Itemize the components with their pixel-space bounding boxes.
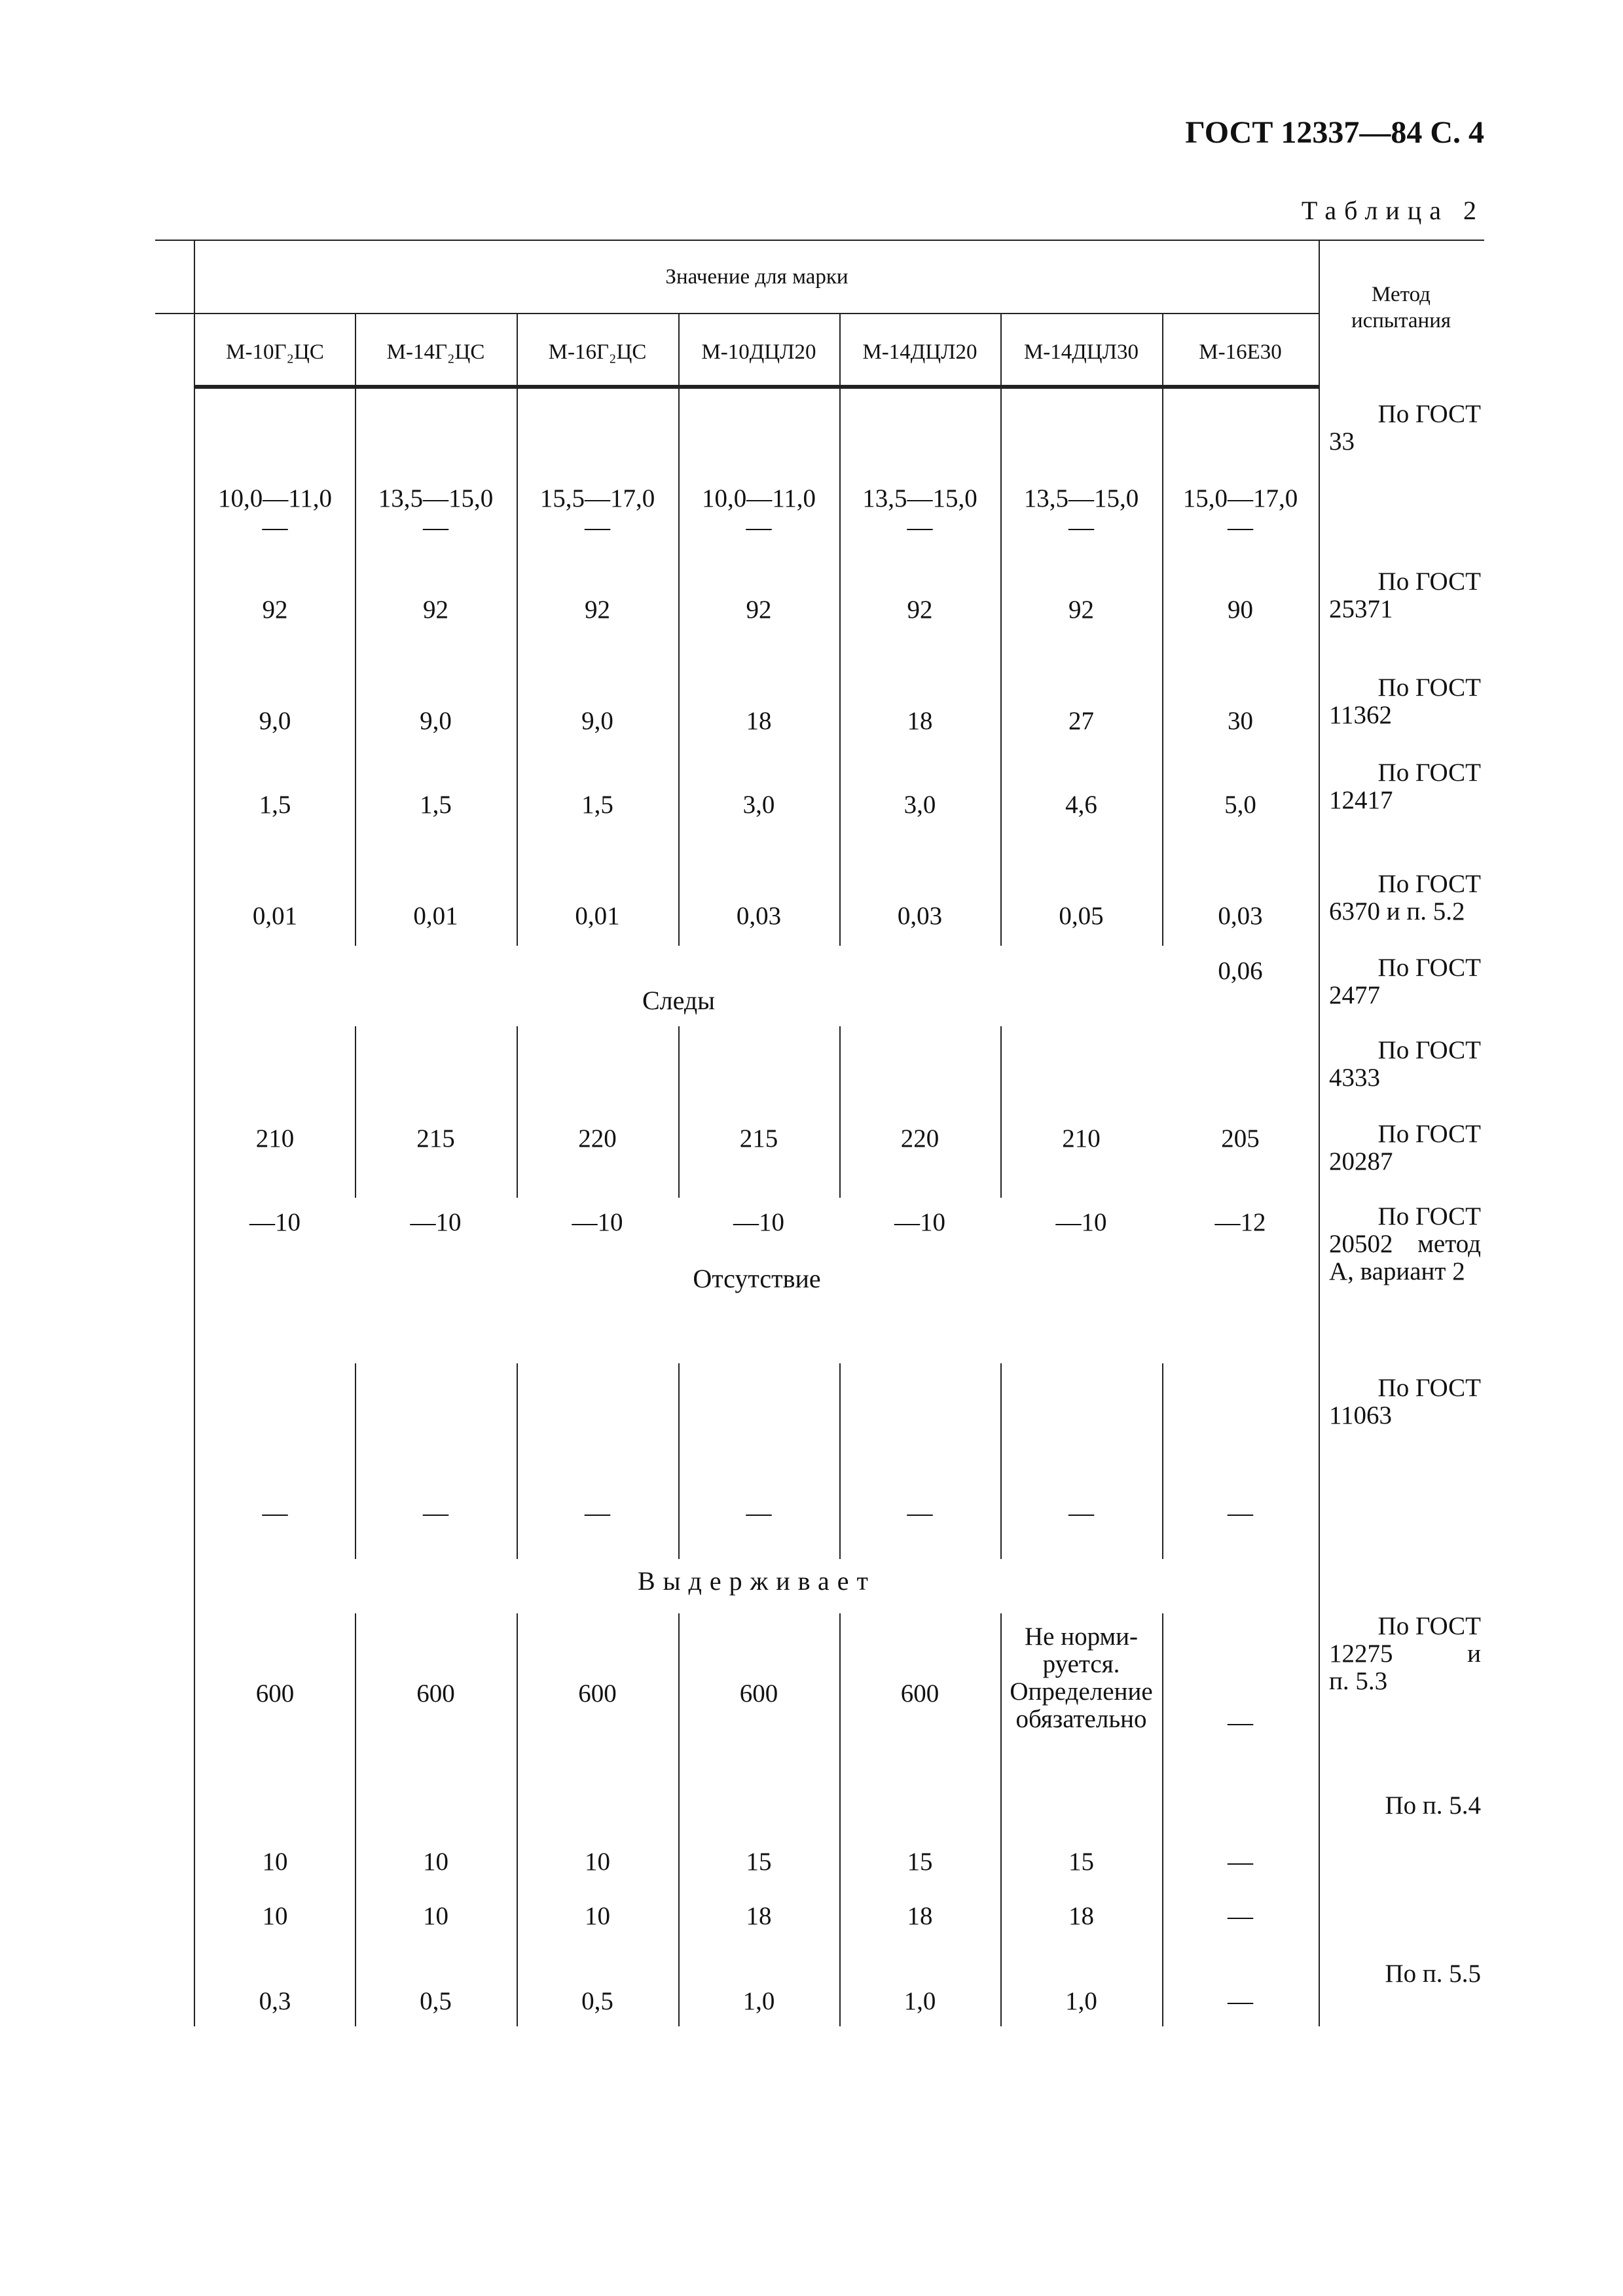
column-divider	[1000, 1026, 1002, 1198]
column-divider	[517, 389, 518, 946]
method-cell	[1329, 1960, 1481, 1988]
table-cell: 0,5	[420, 1987, 452, 2015]
table-cell: 5,0	[1224, 791, 1256, 819]
table-cell: 210	[1062, 1124, 1101, 1153]
table-cell: 92	[585, 596, 610, 624]
method-cell	[1329, 1203, 1481, 1285]
table-cell: 0,01	[252, 902, 298, 930]
table-cell: 0,5	[581, 1987, 613, 2015]
table-cell: 27	[1068, 707, 1094, 735]
table-cell: 18	[1068, 1902, 1094, 1930]
column-divider	[355, 389, 356, 946]
method-line: 6370 и п. 5.2	[1329, 897, 1465, 925]
table-cell: 9,0	[420, 707, 452, 735]
table-cell: 0,03	[736, 902, 782, 930]
table-cell: 600	[739, 1679, 778, 1708]
method-line: А, вариант 2	[1329, 1257, 1465, 1285]
column-divider	[678, 389, 680, 946]
method-cell	[1329, 1374, 1481, 1429]
column-divider	[839, 1363, 841, 1559]
table-cell: 0,3	[259, 1987, 291, 2015]
method-line: п. 5.3	[1329, 1667, 1388, 1695]
method-line: По п. 5.5	[1385, 1960, 1481, 1988]
table-cell: —	[585, 1499, 610, 1527]
table-cell: 92	[1068, 596, 1094, 624]
table-cell: 220	[900, 1124, 939, 1153]
table-top-rule	[155, 240, 1484, 241]
table-cell: —	[907, 1499, 933, 1527]
table-cell: —10	[410, 1208, 462, 1236]
table-cell: 1,5	[581, 791, 613, 819]
column-divider	[355, 1363, 356, 1559]
table-cell: 4,6	[1065, 791, 1097, 819]
method-line: 12417	[1329, 786, 1393, 814]
method-line: 12275 и	[1329, 1640, 1481, 1668]
table-cell: 1,5	[420, 791, 452, 819]
table-cell: —	[1228, 1708, 1253, 1736]
column-divider	[1162, 389, 1163, 946]
column-divider	[517, 1363, 518, 1559]
table-cell: —	[1228, 1987, 1253, 2015]
column-divider	[678, 1613, 680, 2026]
column-divider	[1000, 389, 1002, 946]
method-left-rule	[1319, 240, 1320, 2026]
column-header: М-10ДЦЛ20	[701, 340, 816, 364]
column-divider	[839, 1613, 841, 2026]
table-cell: 205	[1221, 1124, 1260, 1153]
method-line: По ГОСТ	[1377, 759, 1481, 787]
table-cell: 600	[416, 1679, 455, 1708]
table-cell: 210	[255, 1124, 295, 1153]
method-cell	[1329, 568, 1481, 623]
column-divider	[839, 389, 841, 946]
method-header: Метод испытания	[1351, 283, 1451, 332]
table-cell: 92	[423, 596, 448, 624]
header-bottom-rule	[195, 385, 1320, 389]
table-cell: —10	[572, 1208, 623, 1236]
method-line: По ГОСТ	[1377, 400, 1481, 428]
column-divider	[1000, 313, 1002, 386]
column-divider	[1162, 313, 1163, 386]
column-divider	[1162, 1363, 1163, 1559]
table-cell: 215	[739, 1124, 778, 1153]
method-line: По ГОСТ	[1377, 567, 1481, 596]
column-header: М-14ДЦЛ20	[862, 340, 977, 364]
table-cell: 600	[578, 1679, 617, 1708]
table-cell: 1,0	[742, 1987, 775, 2015]
method-line: 20502 метод	[1329, 1230, 1481, 1258]
method-line: По ГОСТ	[1377, 1374, 1481, 1402]
method-line: По ГОСТ	[1377, 673, 1481, 702]
table-cell: —	[746, 1499, 772, 1527]
column-divider	[355, 1026, 356, 1198]
table-cell: —	[1068, 1499, 1094, 1527]
column-divider	[678, 313, 680, 386]
column-divider	[517, 313, 518, 386]
table-cell: 15,0—17,0 —	[1182, 484, 1298, 541]
span-cell: Выдерживает	[637, 1566, 877, 1596]
table-cell: 9,0	[259, 707, 291, 735]
method-line: По ГОСТ	[1377, 1612, 1481, 1640]
table-cell: 15,5—17,0 —	[539, 484, 655, 541]
column-header: М-14ДЦЛ30	[1023, 340, 1139, 364]
table-cell: 3,0	[742, 791, 775, 819]
table-cell: —10	[894, 1208, 945, 1236]
table-cell: 92	[262, 596, 288, 624]
method-line: По ГОСТ	[1377, 870, 1481, 898]
method-line: По п. 5.4	[1385, 1791, 1481, 1820]
table-cell: 0,05	[1059, 902, 1104, 930]
table-cell: 9,0	[581, 707, 613, 735]
column-header: М-10Г₂ЦС	[226, 340, 324, 364]
method-cell	[1329, 1792, 1481, 1820]
method-cell	[1329, 401, 1481, 456]
table-cell: —10	[1055, 1208, 1107, 1236]
table-cell: 215	[416, 1124, 455, 1153]
method-line: 11362	[1329, 701, 1393, 729]
table-cell: —	[1228, 1848, 1253, 1876]
method-cell	[1329, 1037, 1481, 1092]
column-divider	[355, 313, 356, 386]
table-cell: 15	[1068, 1848, 1094, 1876]
column-divider	[355, 1613, 356, 2026]
table-caption: Таблица 2	[1301, 196, 1484, 225]
table-cell: 90	[1228, 596, 1253, 624]
method-line: 4333	[1329, 1064, 1380, 1092]
table-cell: 30	[1228, 707, 1253, 735]
page-header: ГОСТ 12337—84 С. 4	[1185, 115, 1484, 150]
column-header: М-16Е30	[1199, 340, 1282, 364]
table-cell: 1,0	[903, 1987, 936, 2015]
method-line: 11063	[1329, 1401, 1393, 1429]
method-cell	[1329, 954, 1481, 1009]
span-cell: Отсутствие	[693, 1264, 821, 1293]
table-cell: 10	[585, 1902, 610, 1930]
table-cell: 92	[746, 596, 772, 624]
method-line: По ГОСТ	[1377, 954, 1481, 982]
table-cell: 15	[907, 1848, 933, 1876]
table-cell: Не норми- руется. Определение обязательно	[1010, 1623, 1153, 1733]
table-cell: 10	[423, 1902, 448, 1930]
table-cell: 18	[907, 707, 933, 735]
table-cell: —10	[249, 1208, 301, 1236]
method-line: По ГОСТ	[1377, 1036, 1481, 1064]
table-cell: 0,06	[1218, 957, 1263, 985]
table-cell: 0,01	[413, 902, 458, 930]
table-cell: 3,0	[903, 791, 936, 819]
table-cell: 18	[907, 1902, 933, 1930]
method-line: 20287	[1329, 1147, 1393, 1175]
table-cell: 1,0	[1065, 1987, 1097, 2015]
table-cell: 220	[578, 1124, 617, 1153]
table-cell: 10,0—11,0 —	[217, 484, 333, 541]
table-cell: 10	[262, 1848, 288, 1876]
table-cell: —	[423, 1499, 448, 1527]
table-cell: 92	[907, 596, 933, 624]
column-divider	[839, 1026, 841, 1198]
span-cell: Следы	[642, 986, 716, 1015]
table-cell: —10	[733, 1208, 784, 1236]
column-header: М-16Г₂ЦС	[548, 340, 647, 364]
table-cell: 1,5	[259, 791, 291, 819]
table-cell: 18	[746, 1902, 772, 1930]
method-cell	[1329, 1121, 1481, 1175]
column-divider	[1162, 1613, 1163, 2026]
method-cell	[1329, 759, 1481, 814]
table-cell: 18	[746, 707, 772, 735]
column-divider	[517, 1026, 518, 1198]
table-cell: 10	[423, 1848, 448, 1876]
method-line: По ГОСТ	[1377, 1120, 1481, 1148]
table-cell: 15	[746, 1848, 772, 1876]
table-cell: 13,5—15,0 —	[1023, 484, 1139, 541]
header-sub-rule	[155, 313, 1320, 314]
table-cell: 10	[262, 1902, 288, 1930]
method-cell	[1329, 674, 1481, 729]
table-cell: 10	[585, 1848, 610, 1876]
table-cell: 0,01	[575, 902, 620, 930]
table-cell: —12	[1214, 1208, 1266, 1236]
column-header: М-14Г₂ЦС	[386, 340, 485, 364]
method-cell	[1329, 870, 1481, 925]
method-cell	[1329, 1613, 1481, 1695]
method-line: 33	[1329, 427, 1355, 456]
table-cell: 600	[255, 1679, 295, 1708]
table-cell: —	[1228, 1499, 1253, 1527]
table-cell: —	[262, 1499, 288, 1527]
table-cell: 13,5—15,0 —	[862, 484, 977, 541]
table-cell: 0,03	[1218, 902, 1263, 930]
column-divider	[517, 1613, 518, 2026]
table-cell: 10,0—11,0 —	[701, 484, 816, 541]
table-cell: 600	[900, 1679, 939, 1708]
table-cell: 13,5—15,0 —	[378, 484, 494, 541]
column-divider	[678, 1363, 680, 1559]
column-divider	[839, 313, 841, 386]
column-divider	[678, 1026, 680, 1198]
column-divider	[1000, 1363, 1002, 1559]
table-cell: —	[1228, 1902, 1253, 1930]
method-line: По ГОСТ	[1377, 1202, 1481, 1230]
method-line: 2477	[1329, 981, 1380, 1009]
method-line: 25371	[1329, 595, 1393, 623]
table-cell: 0,03	[897, 902, 943, 930]
group-header: Значение для марки	[665, 265, 848, 289]
